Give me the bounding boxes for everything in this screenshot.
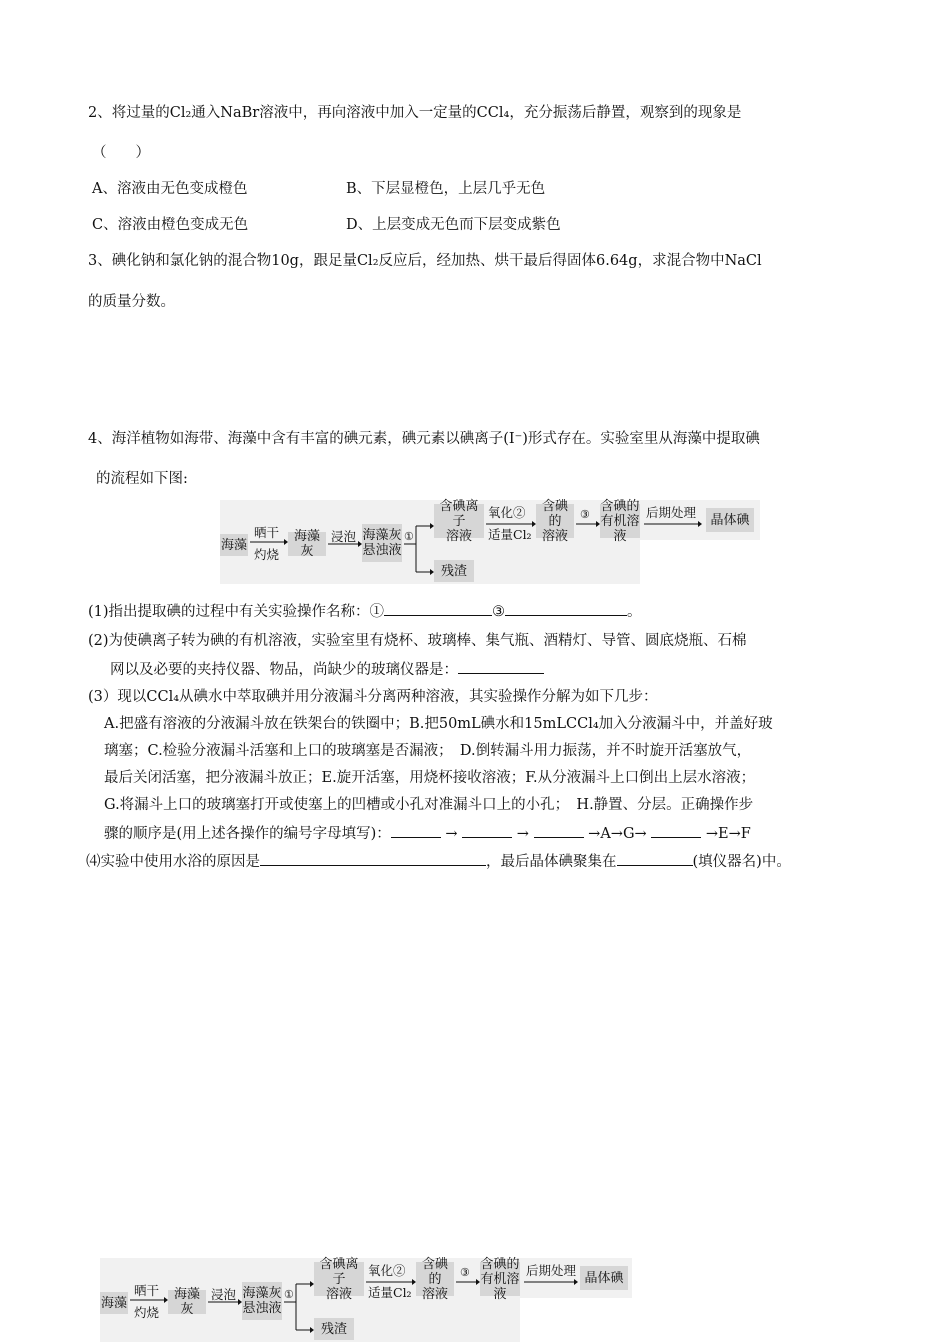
flow2-iodine-l1: 含碘的 [421, 1256, 448, 1287]
flow-cl2-label: 适量Cl₂ [488, 527, 532, 542]
flow-organic-l1: 含碘的 [600, 498, 640, 514]
q2-option-d: D、上层变成无色而下层变成紫色 [346, 217, 561, 233]
flow-oxidize-label: 氧化② [488, 505, 526, 520]
flow2-organic-l2: 有机溶液 [480, 1271, 520, 1302]
flow-suspension-l1: 海藻灰 [362, 528, 402, 543]
q4-part4 [86, 851, 791, 872]
flow2-crystal-iodine: 晶体碘 [580, 1266, 628, 1290]
flow2-suspension-l2: 悬浊液 [242, 1301, 282, 1316]
flow2-iodine-solution [416, 1256, 454, 1302]
flow2-burn-label: 灼烧 [134, 1305, 160, 1320]
q4-part3-line5: G.将漏斗上口的玻璃塞打开或使塞上的凹槽或小孔对准漏斗口上的小孔； H.静置、分层。正确操作步 [104, 797, 754, 813]
answer-blank-3[interactable] [505, 601, 627, 616]
q4-part1-text: (1)指出提取碘的过程中有关实验操作名称：① [88, 604, 385, 620]
seq-blank-4[interactable] [651, 823, 701, 838]
flow-residue: 残渣 [434, 560, 474, 582]
flow-seaweed: 海藻 [220, 534, 248, 556]
seq-arrow-2: → [516, 826, 529, 842]
flowchart-bottom [100, 1258, 520, 1342]
q4-part3-seq-text: 骤的顺序是(用上述各操作的编号字母填写)： [104, 826, 391, 842]
answer-blank-glassware[interactable] [458, 659, 544, 674]
flow-suspension [362, 524, 402, 562]
q4-part2-line2 [110, 659, 544, 680]
flow2-iodide-l1: 含碘离子 [319, 1256, 359, 1287]
seq-fixed-ef: →E→F [705, 826, 751, 842]
flow-crystal-iodine: 晶体碘 [706, 508, 754, 532]
q4-line2: 的流程如下图: [96, 471, 188, 487]
q4-part1-mid: ③ [492, 604, 506, 620]
flow-burn-label: 灼烧 [254, 547, 280, 562]
flow2-organic-solution [480, 1256, 520, 1302]
q4-part2-text: 网以及必要的夹持仪器、物品，尚缺少的玻璃仪器是： [110, 662, 458, 678]
flow2-suspension [242, 1282, 282, 1320]
q2-stem: 2、将过量的Cl₂通入NaBr溶液中，再向溶液中加入一定量的CCl₄，充分振荡后静置，观察到的现象是 [88, 105, 742, 121]
flow2-organic-l1: 含碘的 [480, 1256, 520, 1272]
seq-blank-2[interactable] [462, 823, 512, 838]
flow-soak-label: 浸泡 [331, 529, 357, 544]
flow-iodide-l2: 溶液 [445, 528, 472, 544]
flow-ash: 海藻灰 [288, 532, 326, 556]
flow-step1: ① [404, 530, 414, 543]
flow-iodine-l2: 溶液 [541, 528, 568, 544]
q4-part3-line4: 最后关闭活塞，把分液漏斗放正；E.旋开活塞，用烧杯接收溶液；F.从分液漏斗上口倒出上层水溶液； [104, 770, 756, 786]
q4-part4-text-b: ，最后晶体碘聚集在 [486, 854, 617, 870]
flow-iodide-l1: 含碘离子 [439, 498, 479, 529]
q4-part3-line2: A.把盛有溶液的分液漏斗放在铁架台的铁圈中；B.把50mL碘水和15mLCCl₄加入分液漏斗中，并盖好玻 [104, 716, 773, 732]
seq-fixed-ag: →A→G→ [588, 826, 647, 842]
answer-blank-1[interactable] [384, 601, 492, 616]
seq-blank-3[interactable] [534, 823, 584, 838]
flow-iodine-l1: 含碘的 [541, 498, 568, 529]
q4-part4-text-c: (填仪器名)中。 [692, 854, 791, 870]
seq-arrow-1: → [445, 826, 458, 842]
flow2-iodine-l2: 溶液 [421, 1286, 448, 1302]
q4-part1 [88, 601, 642, 622]
flow-post-label: 后期处理 [646, 505, 697, 520]
flow-dry-label: 晒干 [254, 525, 280, 540]
flow2-iodide-solution [314, 1256, 364, 1302]
flow-organic-solution [600, 498, 640, 544]
flow-suspension-l2: 悬浊液 [362, 543, 402, 558]
q4-part1-end: 。 [627, 604, 642, 620]
flow-step3: ③ [580, 508, 590, 521]
flow2-cl2-label: 适量Cl₂ [368, 1285, 412, 1300]
flowchart-top [220, 500, 640, 584]
answer-blank-instrument[interactable] [617, 851, 693, 866]
q4-part3-line3: 璃塞；C.检验分液漏斗活塞和上口的玻璃塞是否漏液； D.倒转漏斗用力振荡，并不时旋开活塞放气， [104, 743, 752, 759]
flow2-residue: 残渣 [314, 1318, 354, 1340]
flow2-soak-label: 浸泡 [211, 1287, 237, 1302]
flow-iodide-solution [434, 498, 484, 544]
q2-option-a: A、溶液由无色变成橙色 [92, 181, 248, 197]
flow2-dry-label: 晒干 [134, 1283, 160, 1298]
flow2-oxidize-label: 氧化② [368, 1263, 406, 1278]
flow2-step3: ③ [460, 1266, 470, 1279]
flow2-step1: ① [284, 1288, 294, 1301]
flow2-seaweed: 海藻 [100, 1292, 128, 1314]
q2-answer-paren: （ ） [92, 145, 150, 161]
flowchart-bottom-tail [520, 1258, 632, 1298]
flow2-ash: 海藻灰 [168, 1290, 206, 1314]
q4-part3-line6 [104, 823, 751, 844]
flow-iodine-solution [536, 498, 574, 544]
q4-part4-text-a: ⑷实验中使用水浴的原因是 [86, 854, 260, 870]
flow-organic-l2: 有机溶液 [600, 513, 640, 544]
flowchart-top-tail [640, 500, 760, 540]
flow2-post-label: 后期处理 [526, 1263, 577, 1278]
q3-line1: 3、碘化钠和氯化钠的混合物10g，跟足量Cl₂反应后，经加热、烘干最后得固体6.64g，求混合物中NaCl [88, 253, 762, 269]
q2-option-c: C、溶液由橙色变成无色 [92, 217, 249, 233]
q4-part3-line1: (3）现以CCl₄从碘水中萃取碘并用分液漏斗分离两种溶液，其实验操作分解为如下几步： [88, 689, 658, 705]
q4-line1: 4、海洋植物如海带、海藻中含有丰富的碘元素，碘元素以碘离子(I⁻)形式存在。实验室里从海藻中提取碘 [88, 431, 760, 447]
answer-blank-waterbath[interactable] [260, 851, 486, 866]
seq-blank-1[interactable] [391, 823, 441, 838]
flow2-suspension-l1: 海藻灰 [242, 1286, 282, 1301]
q4-part2-line1: (2)为使碘离子转为碘的有机溶液，实验室里有烧杯、玻璃棒、集气瓶、酒精灯、导管、圆底烧瓶、石棉 [88, 633, 747, 649]
q3-line2: 的质量分数。 [88, 294, 175, 310]
q2-option-b: B、下层显橙色，上层几乎无色 [346, 181, 546, 197]
flow2-iodide-l2: 溶液 [325, 1286, 352, 1302]
